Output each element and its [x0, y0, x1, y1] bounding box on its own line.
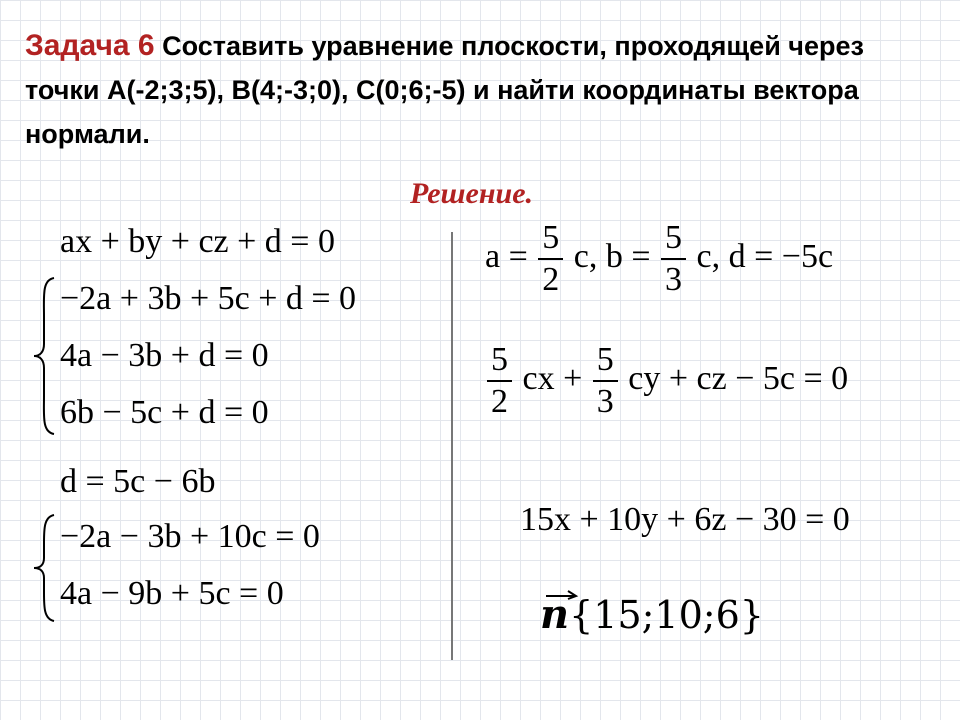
fraction-five-halves: $\frac{5}{2}$	[538, 218, 563, 300]
system2-eq1: −2a − 3b + 10c = 0	[60, 518, 320, 555]
plane-equation: 15x + 10y + 6z − 30 = 0	[520, 501, 850, 538]
substituted-equation	[485, 340, 848, 422]
normal-vector	[540, 585, 764, 638]
system1-brace	[32, 276, 58, 436]
task-statement	[25, 24, 935, 156]
normal-symbol: n	[540, 591, 570, 638]
cx-plus: cx +	[522, 359, 583, 397]
system2-eq2: 4a − 9b + 5c = 0	[60, 575, 284, 612]
solution-label: Решение.	[410, 177, 534, 210]
system2-brace	[32, 513, 58, 623]
system1-eq3: 6b − 5c + d = 0	[60, 394, 269, 431]
normal-coordinates: {15;10;6}	[569, 593, 764, 637]
task-text: Составить уравнение плоскости, проходящей через точки A(-2;3;5), B(4;-3;0), C(0;6;-5) и найти координаты вектора нормали.	[25, 31, 864, 149]
divider-line	[451, 232, 453, 660]
a-equals: a =	[485, 237, 528, 275]
fraction-five-thirds: $\frac{5}{3}$	[661, 218, 686, 300]
fraction-five-thirds-2: $\frac{5}{3}$	[593, 340, 618, 422]
b-equals: c, b =	[573, 237, 651, 275]
d-expression: d = 5c − 6b	[60, 463, 216, 500]
general-plane-equation: ax + by + cz + d = 0	[60, 223, 335, 260]
fraction-five-halves-2: $\frac{5}{2}$	[487, 340, 512, 422]
d-equals: c, d = −5c	[696, 237, 834, 275]
system1-eq2: 4a − 3b + d = 0	[60, 337, 269, 374]
substituted-tail: cy + cz − 5c = 0	[628, 359, 849, 397]
system1-eq1: −2a + 3b + 5c + d = 0	[60, 280, 357, 317]
coefficients-expression	[485, 218, 833, 300]
task-label: Задача 6	[25, 29, 155, 62]
